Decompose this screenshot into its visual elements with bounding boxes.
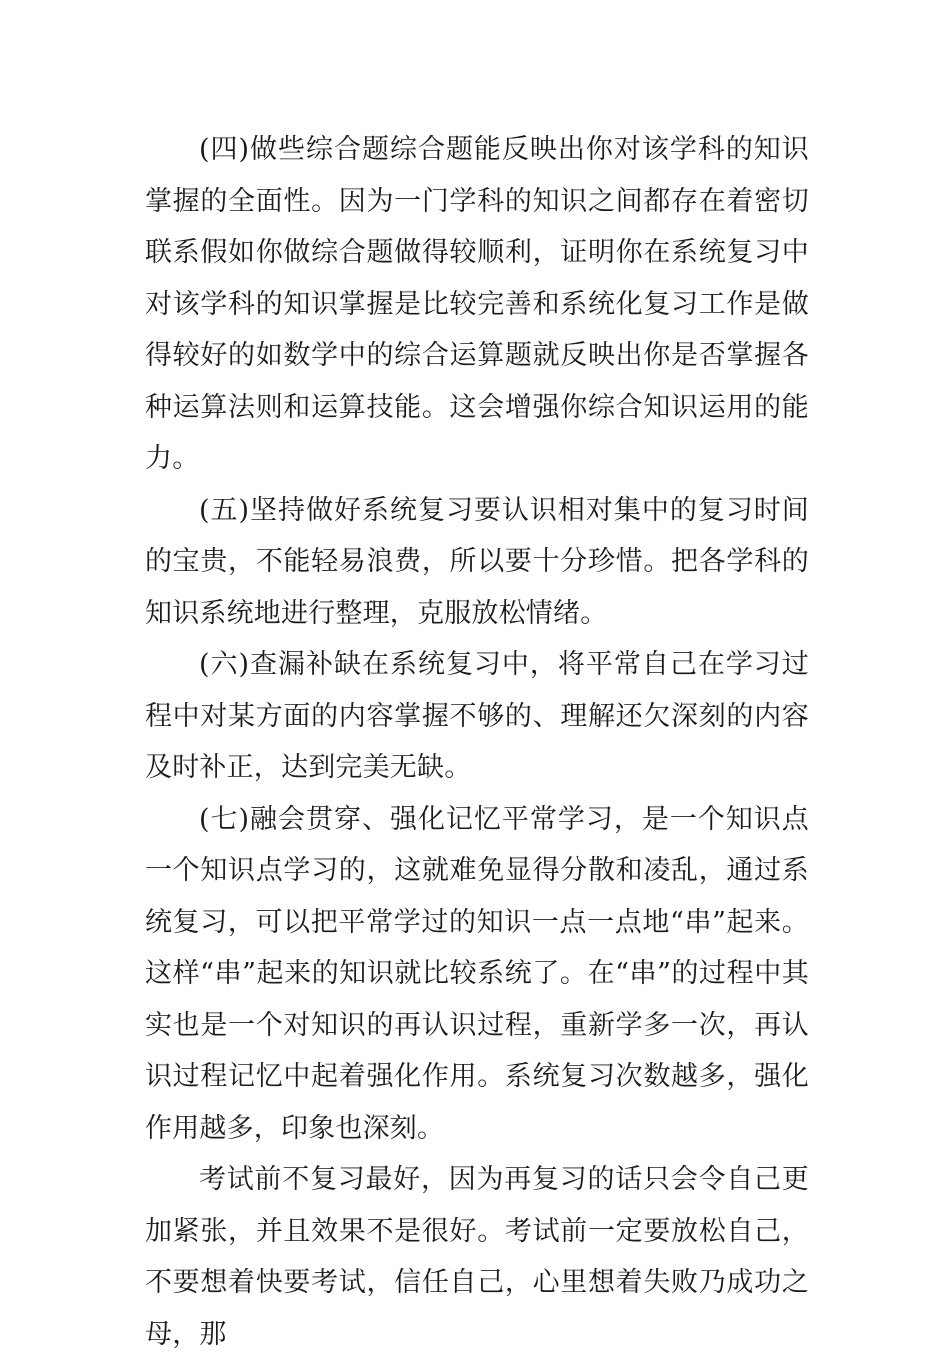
paragraph-6: (六)查漏补缺在系统复习中，将平常自己在学习过程中对某方面的内容掌握不够的、理解还欠深刻的内容及时补正，达到完美无缺。 <box>145 649 809 783</box>
paragraph-4: (四)做些综合题综合题能反映出你对该学科的知识掌握的全面性。因为一门学科的知识之间都存在着密切联系假如你做综合题做得较顺利，证明你在系统复习中对该学科的知识掌握是比较完善和系统化复习工作是做得较好的如数学中的综合运算题就反映出你是否掌握各种运算法则和运算技能。这会增强你综合知识运用的能力。 <box>145 134 809 474</box>
paragraph-exam-advice: 考试前不复习最好，因为再复习的话只会令自己更加紧张，并且效果不是很好。考试前一定要放松自己，不要想着快要考试，信任自己，心里想着失败乃成功之母，那 <box>145 1164 809 1350</box>
document-body <box>145 124 809 1360</box>
paragraph-7: (七)融会贯穿、强化记忆平常学习，是一个知识点一个知识点学习的，这就难免显得分散和凌乱，通过系统复习，可以把平常学过的知识一点一点地“串”起来。这样“串”起来的知识就比较系统了。在“串”的过程中其实也是一个对知识的再认识过程，重新学多一次，再认识过程记忆中起着强化作用。系统复习次数越多，强化作用越多，印象也深刻。 <box>145 803 809 1144</box>
paragraph-5: (五)坚持做好系统复习要认识相对集中的复习时间的宝贵，不能轻易浪费，所以要十分珍惜。把各学科的知识系统地进行整理，克服放松情绪。 <box>145 494 809 629</box>
